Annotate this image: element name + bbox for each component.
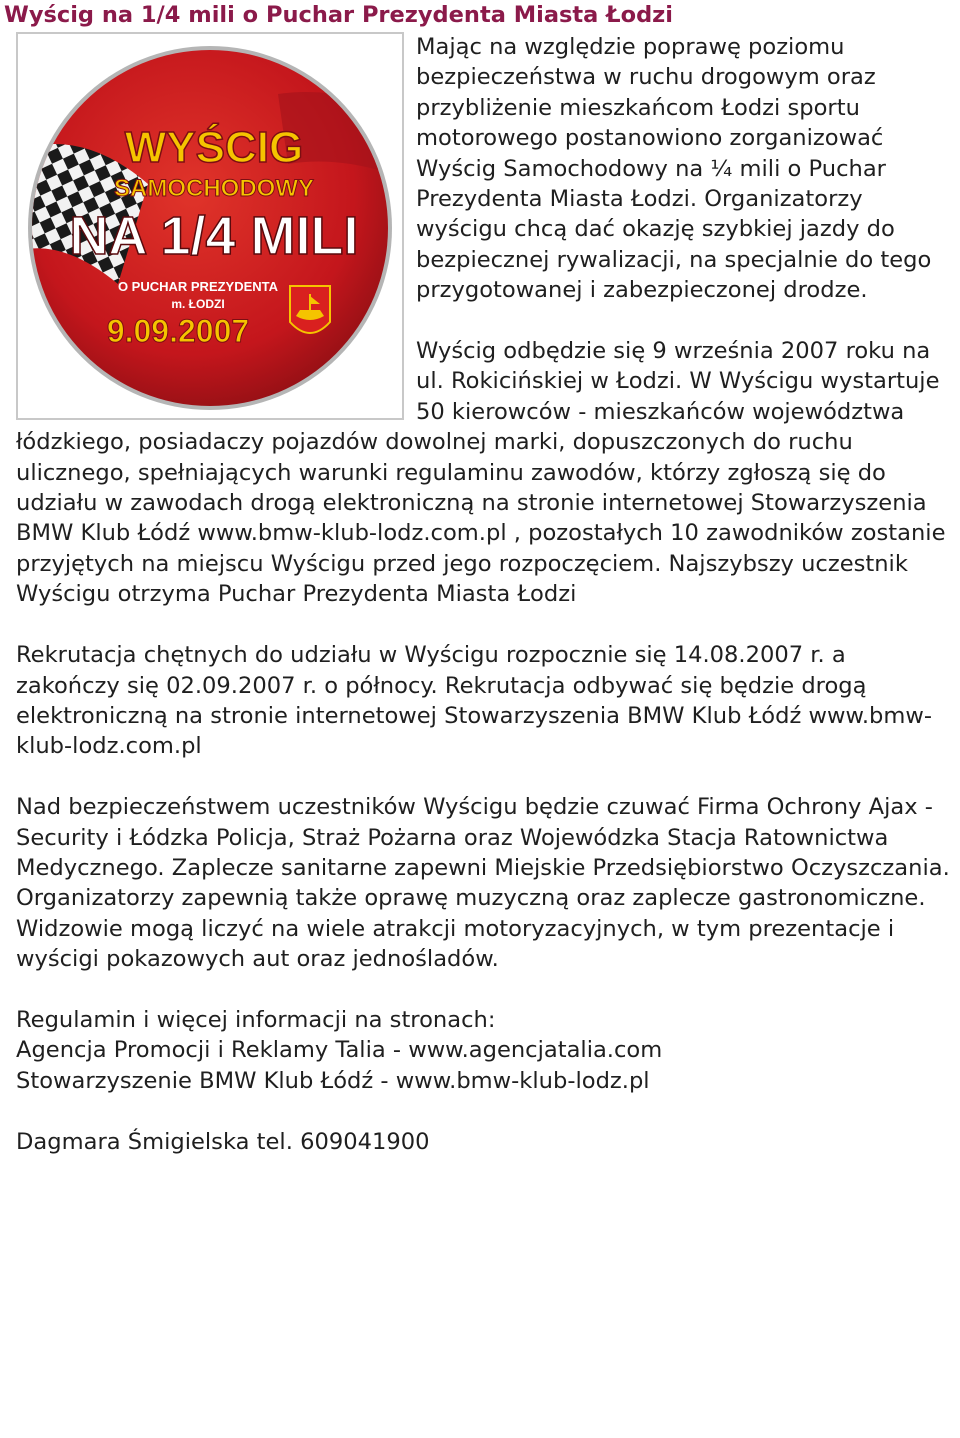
info-line-agency: Agencja Promocji i Reklamy Talia - www.agencjatalia.com [16, 1037, 663, 1064]
info-heading: Regulamin i więcej informacji na stronach: [16, 1006, 496, 1033]
logo-text-distance: NA 1/4 MILI [69, 206, 359, 266]
info-line-bmw-club: Stowarzyszenie BMW Klub Łódź - www.bmw-klub-lodz.pl [16, 1067, 650, 1094]
page-title: Wyścig na 1/4 mili o Puchar Prezydenta Miasta Łodzi [4, 2, 673, 28]
logo-text-puchar: O PUCHAR PREZYDENTA [117, 279, 279, 294]
lodz-coat-of-arms-icon [290, 286, 330, 333]
intro-paragraph: Mając na względzie poprawę poziomu bezpieczeństwa w ruchu drogowym oraz przybliżenie mieszkańcom Łodzi sportu motorowego postanowiono zorganizować Wyścig Samochodowy na ¼ mili o Puchar Prezydenta Miasta Łodzi. Organizatorzy wyścigu chcą dać okazję szybkiej jazdy do bezpiecznej rywalizacji, na specjalnie do tego przygotowanej i zabezpieczonej drodze. [416, 34, 932, 304]
recruitment-paragraph: Rekrutacja chętnych do udziału w Wyścigu rozpocznie się 14.08.2007 r. a zakończy się 02.09.2007 r. o północy. Rekrutacja odbywać się będzie drogą elektroniczną na stronie internetowej Stowarzyszenia BMW Klub Łódź www.bmw-klub-lodz.com.pl [16, 642, 933, 760]
event-text: Wyścig odbędzie się 9 września 2007 roku na ul. Rokicińskiej w Łodzi. W Wyścigu wystartuje 50 kierowców - mieszkańców województwa łódzkiego, posiadaczy pojazdów dowolnej marki, dopuszczonych do ruchu ulicznego, spełniających warunki regulaminu zawodów, którzy zgłoszą się do udziału w zawodach drogą elektroniczną na stronie internetowej Stowarzyszenia BMW Klub Łódź www.bmw-klub-lodz.com.pl , pozostałych 10 zawodników zostanie przyjętych na miejscu Wyścigu przed jego rozpoczęciem. Najszybszy uczestnik Wyścigu otrzyma Puchar Prezydenta Miasta Łodzi [16, 338, 946, 608]
race-logo-image [16, 32, 404, 420]
logo-text-wyscig: WYŚCIG [124, 123, 304, 172]
article-body [16, 32, 952, 1157]
logo-text-city: m. ŁODZI [171, 297, 225, 311]
safety-paragraph: Nad bezpieczeństwem uczestników Wyścigu będzie czuwać Firma Ochrony Ajax - Security i Łódzka Policja, Straż Pożarna oraz Wojewódzka Stacja Ratownictwa Medycznego. Zaplecze sanitarne zapewni Miejskie Przedsiębiorstwo Oczyszczania. Organizatorzy zapewnią także oprawę muzyczną oraz zaplecze gastronomiczne. Widzowie mogą liczyć na wiele atrakcji motoryzacyjnych, w tym prezentacje i wyścigi pokazowych aut oraz jednośladów. [16, 794, 950, 973]
race-logo-svg [18, 34, 402, 418]
logo-text-samochodowy: SAMOCHODOWY [114, 175, 314, 202]
logo-text-date: 9.09.2007 [106, 313, 250, 349]
contact-line: Dagmara Śmigielska tel. 609041900 [16, 1128, 430, 1155]
